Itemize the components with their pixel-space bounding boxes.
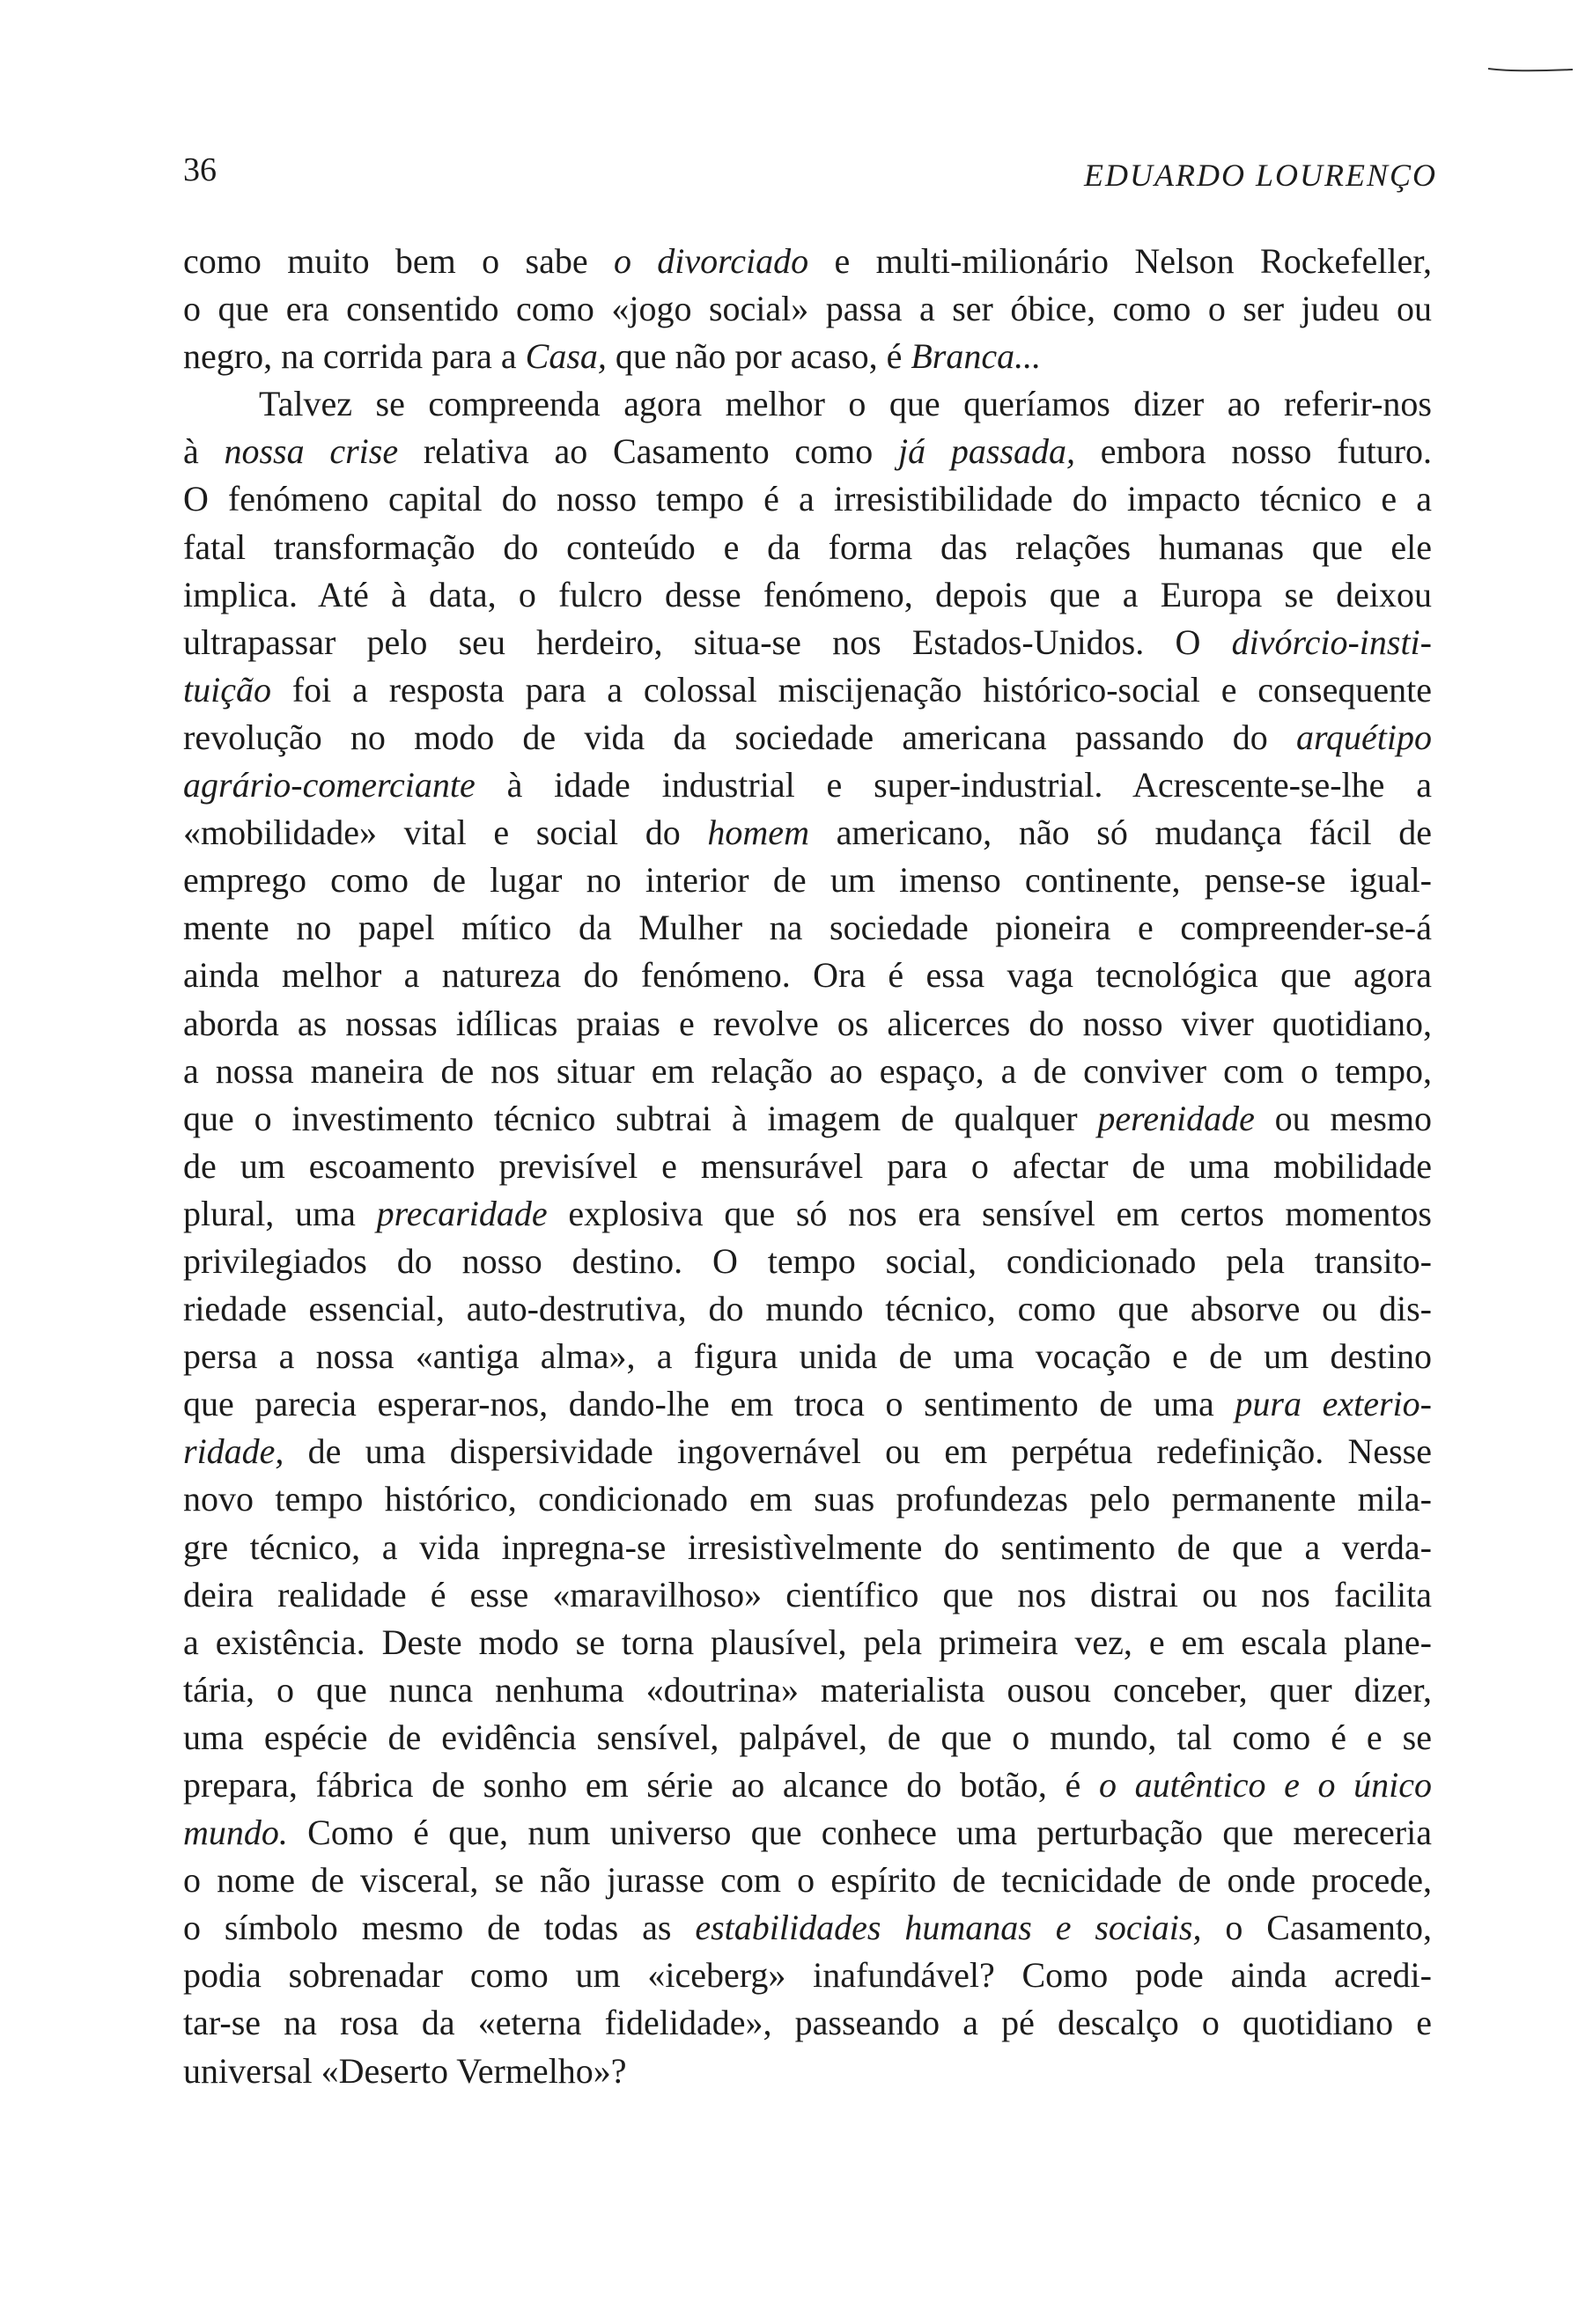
text-run: prepara, fábrica de sonho em série ao alcance do botão, é (183, 1765, 1099, 1805)
text-run: podia sobrenadar como um «iceberg» inafundável? Como pode ainda acredi- (183, 1955, 1432, 1996)
text-line (183, 619, 1432, 666)
text-line (183, 333, 1432, 380)
text-line (183, 524, 1432, 571)
italic-text: estabilidades humanas e sociais, (695, 1908, 1202, 1948)
text-line (183, 1333, 1432, 1380)
text-line (183, 1190, 1432, 1238)
text-line (183, 285, 1432, 333)
scan-edge-mark (1488, 67, 1573, 72)
text-line (183, 714, 1432, 761)
text-run: Como é que, num universo que conhece uma perturbação que mereceria (287, 1813, 1432, 1853)
text-line (183, 904, 1432, 952)
text-run: novo tempo histórico, condicionado em suas profundezas pelo permanente mila- (183, 1479, 1432, 1519)
italic-text: já passada, (898, 431, 1076, 472)
italic-text: mundo. (183, 1813, 288, 1853)
body-text (183, 238, 1432, 2095)
text-line (183, 2048, 1432, 2095)
text-run: revolução no modo de vida da sociedade americana passando do (183, 717, 1296, 757)
italic-text: agrário-comerciante (183, 765, 476, 805)
text-line (183, 1999, 1432, 2047)
text-line (183, 380, 1432, 428)
text-run: de uma dispersividade ingovernável ou em perpétua redefinição. Nesse (284, 1431, 1432, 1472)
text-run: implica. Até à data, o fulcro desse fenómeno, depois que a Europa se deixou (183, 574, 1432, 614)
text-run: tária, o que nunca nenhuma «doutrina» materialista ousou conceber, quer dizer, (183, 1669, 1432, 1710)
text-line (183, 1666, 1432, 1714)
text-line (183, 1238, 1432, 1285)
text-line (183, 1475, 1432, 1523)
italic-text: pura exterio- (1235, 1384, 1432, 1424)
text-run: o Casamento, (1201, 1908, 1432, 1948)
text-line (183, 761, 1432, 809)
text-line (183, 475, 1432, 523)
text-line (183, 238, 1432, 285)
text-run: o nome de visceral, se não jurasse com o espírito de tecnicidade de onde procede, (183, 1860, 1432, 1901)
text-run: tar-se na rosa da «eterna fidelidade», passeando a pé descalço o quotidiano e (183, 2003, 1432, 2043)
italic-text: Branca... (911, 336, 1042, 377)
text-run: emprego como de lugar no interior de um imenso continente, pense-se igual- (183, 860, 1432, 901)
text-line (183, 1000, 1432, 1048)
text-run: explosiva que só nos era sensível em certos momentos (547, 1193, 1433, 1233)
text-line (183, 1904, 1432, 1952)
text-run: à idade industrial e super-industrial. Acrescente-se-lhe a (475, 765, 1432, 805)
text-run: Talvez se compreenda agora melhor o que queríamos dizer ao referir-nos (259, 384, 1432, 424)
text-run: negro, na corrida para a (183, 336, 526, 377)
italic-text: perenidade (1097, 1098, 1255, 1138)
italic-text: homem (707, 813, 809, 853)
italic-text: arquétipo (1295, 717, 1432, 757)
text-run: à (183, 431, 225, 472)
text-run: como muito bem o sabe (183, 241, 614, 281)
text-line (183, 1428, 1432, 1475)
text-run: a nossa maneira de nos situar em relação ao espaço, a de conviver com o tempo, (183, 1050, 1432, 1091)
text-line (183, 428, 1432, 475)
text-run: ou mesmo (1254, 1098, 1432, 1138)
text-line (183, 809, 1432, 857)
text-line (183, 1143, 1432, 1190)
text-run: o que era consentido como «jogo social» passa a ser óbice, como o ser judeu ou (183, 289, 1432, 329)
text-run: embora nosso futuro. (1075, 431, 1433, 472)
text-run: gre técnico, a vida inpregna-se irresistìvelmente do sentimento de que a verda- (183, 1526, 1432, 1567)
text-run: foi a resposta para a colossal miscijenação histórico-social e consequente (270, 669, 1432, 710)
text-run: americano, não só mudança fácil de (808, 813, 1432, 853)
text-run: persa a nossa «antiga alma», a figura unida de uma vocação e de um destino (183, 1336, 1432, 1377)
italic-text: divórcio-insti- (1231, 621, 1432, 662)
text-line (183, 1048, 1432, 1095)
text-line (183, 1524, 1432, 1571)
text-line (183, 1619, 1432, 1666)
italic-text: o divorciado (613, 241, 809, 281)
text-run: ultrapassar pelo seu herdeiro, situa-se nos Estados-Unidos. O (183, 621, 1232, 662)
text-run: que parecia esperar-nos, dando-lhe em troca o sentimento de uma (183, 1384, 1235, 1424)
text-line (183, 1809, 1432, 1857)
text-run: aborda as nossas idílicas praias e revolve os alicerces do nosso viver quotidiano, (183, 1003, 1432, 1043)
text-run: universal «Deserto Vermelho»? (183, 2050, 627, 2091)
text-line (183, 1761, 1432, 1809)
italic-text: Casa, (525, 336, 607, 377)
text-run: o símbolo mesmo de todas as (183, 1908, 696, 1948)
text-run: «mobilidade» vital e social do (183, 813, 708, 853)
italic-text: ridade, (183, 1431, 284, 1472)
text-run: privilegiados do nosso destino. O tempo social, condicionado pela transito- (183, 1240, 1432, 1281)
text-run: e multi-milionário Nelson Rockefeller, (808, 241, 1432, 281)
text-line (183, 1095, 1432, 1143)
text-run: mente no papel mítico da Mulher na sociedade pioneira e compreender-se-á (183, 908, 1432, 948)
text-run: relativa ao Casamento como (398, 431, 899, 472)
text-run: que o investimento técnico subtrai à imagem de qualquer (183, 1098, 1098, 1138)
italic-text: nossa crise (224, 431, 399, 472)
text-line (183, 1857, 1432, 1904)
text-run: plural, uma (183, 1193, 377, 1233)
text-line (183, 571, 1432, 619)
running-head: EDUARDO LOURENÇO (1084, 158, 1437, 193)
text-line (183, 1952, 1432, 1999)
italic-text: o autêntico e o único (1098, 1765, 1432, 1805)
text-line (183, 666, 1432, 714)
text-line (183, 857, 1432, 904)
text-line (183, 1380, 1432, 1428)
text-run: de um escoamento previsível e mensurável para o afectar de uma mobilidade (183, 1145, 1432, 1186)
text-run: uma espécie de evidência sensível, palpável, de que o mundo, tal como é e se (183, 1717, 1432, 1757)
text-run: que não por acaso, é (606, 336, 911, 377)
text-run: ainda melhor a natureza do fenómeno. Ora é essa vaga tecnológica que agora (183, 955, 1432, 996)
text-run: a existência. Deste modo se torna plausível, pela primeira vez, e em escala plane- (183, 1622, 1432, 1662)
text-line (183, 1285, 1432, 1333)
text-line (183, 1571, 1432, 1619)
text-run: deira realidade é esse «maravilhoso» científico que nos distrai ou nos facilita (183, 1574, 1432, 1614)
text-line (183, 952, 1432, 999)
italic-text: precaridade (376, 1193, 548, 1233)
text-line (183, 1714, 1432, 1761)
italic-text: tuição (183, 669, 271, 710)
text-run: fatal transformação do conteúdo e da forma das relações humanas que ele (183, 526, 1432, 567)
page-number: 36 (183, 151, 217, 188)
text-run: O fenómeno capital do nosso tempo é a irresistibilidade do impacto técnico e a (183, 479, 1432, 519)
text-run: riedade essencial, auto-destrutiva, do mundo técnico, como que absorve ou dis- (183, 1289, 1432, 1329)
